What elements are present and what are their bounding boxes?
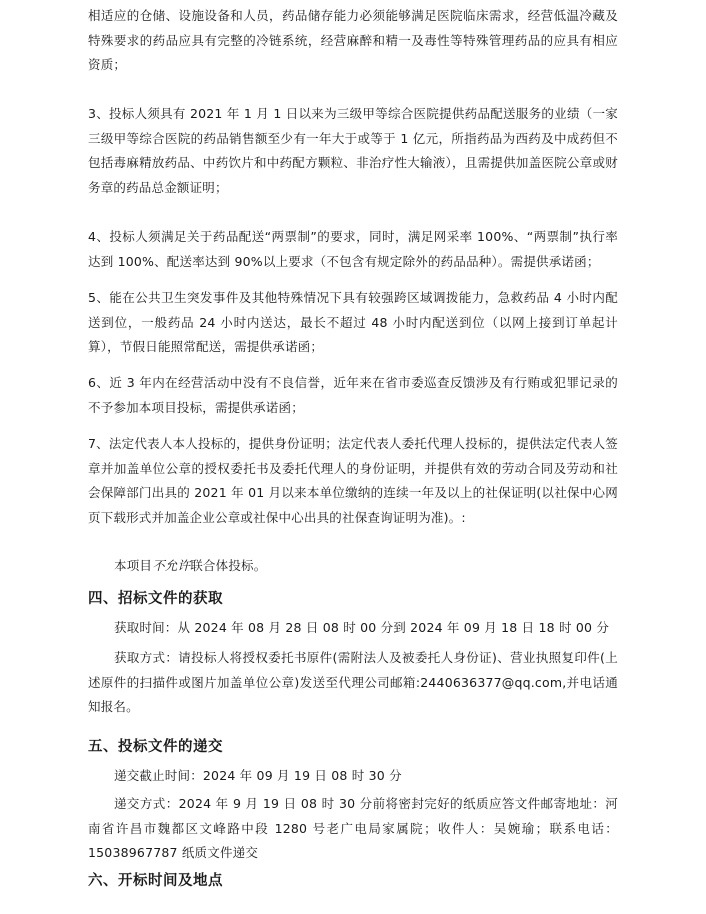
submission-deadline: 递交截止时间：2024 年 09 月 19 日 08 时 30 分 [114, 768, 402, 783]
section-heading-submit-documents: 五、投标文件的递交 [88, 739, 223, 755]
submission-method: 递交方式：2024 年 9 月 19 日 08 时 30 分前将密封完好的纸质应答文件邮寄地址：河南省许昌市魏都区文峰路中段 1280 号老广电局家属院；收件人：吴婉瑜；联系电话：15038967787 纸质文件递交 [88, 796, 618, 860]
requirement-item-5: 5、能在公共卫生突发事件及其他特殊情况下具有较强跨区域调拨能力，急救药品 4 小时内配送到位，一般药品 24 小时内送达，最长不超过 48 小时内配送到位（以网上接到订单起计算），节假日能照常配送，需提供承诺函； [88, 290, 618, 354]
section-heading-obtain-documents: 四、招标文件的获取 [88, 591, 223, 607]
requirement-item-4: 4、投标人须满足关于药品配送“两票制”的要求，同时，满足网采率 100%、“两票制”执行率达到 100%、配送率达到 90%以上要求（不包含有规定除外的药品品种）。需提供承诺函； [88, 229, 618, 269]
consortium-value: 不允许 [152, 558, 191, 573]
requirement-item-3: 3、投标人须具有 2021 年 1 月 1 日以来为三级甲等综合医院提供药品配送服务的业绩（一家三级甲等综合医院的药品销售额至少有一年大于或等于 1 亿元，所指药品为西药及中成药但不包括毒麻精放药品、中药饮片和中药配方颗粒、非治疗性大输液），且需提供加盖医院公章或财务章的药品总金额证明； [88, 106, 618, 195]
obtain-method: 获取方式：请投标人将授权委托书原件(需附法人及被委托人身份证)、营业执照复印件(上述原件的扫描件或图片加盖单位公章)发送至代理公司邮箱:2440636377@qq.com,并电话通知报名。 [88, 650, 618, 714]
consortium-suffix: 联合体投标。 [190, 558, 267, 573]
paragraph-intro-continued: 相适应的仓储、设施设备和人员，药品储存能力必须能够满足医院临床需求，经营低温冷藏及特殊要求的药品应具有完整的冷链系统，经营麻醉和精一及毒性等特殊管理药品的应具有相应资质； [88, 8, 618, 72]
requirement-item-7: 7、法定代表人本人投标的，提供身份证明；法定代表人委托代理人投标的，提供法定代表人签章并加盖单位公章的授权委托书及委托代理人的身份证明，并提供有效的劳动合同及劳动和社会保障部门出具的 2021 年 01 月以来本单位缴纳的连续一年及以上的社保证明(以社保中心网页下载形式并加盖企业公章或社保中心出具的社保查询证明为准)。: [88, 436, 618, 525]
requirement-item-6: 6、近 3 年内在经营活动中没有不良信誉，近年来在省市委巡查反馈涉及有行贿或犯罪记录的不予参加本项目投标，需提供承诺函； [88, 375, 618, 415]
consortium-statement [88, 554, 618, 579]
consortium-prefix: 本项目 [114, 558, 153, 573]
section-heading-opening-time-place: 六、开标时间及地点 [88, 873, 223, 889]
obtain-time: 获取时间：从 2024 年 08 月 28 日 08 时 00 分到 2024 年 09 月 18 日 18 时 00 分 [114, 620, 610, 635]
